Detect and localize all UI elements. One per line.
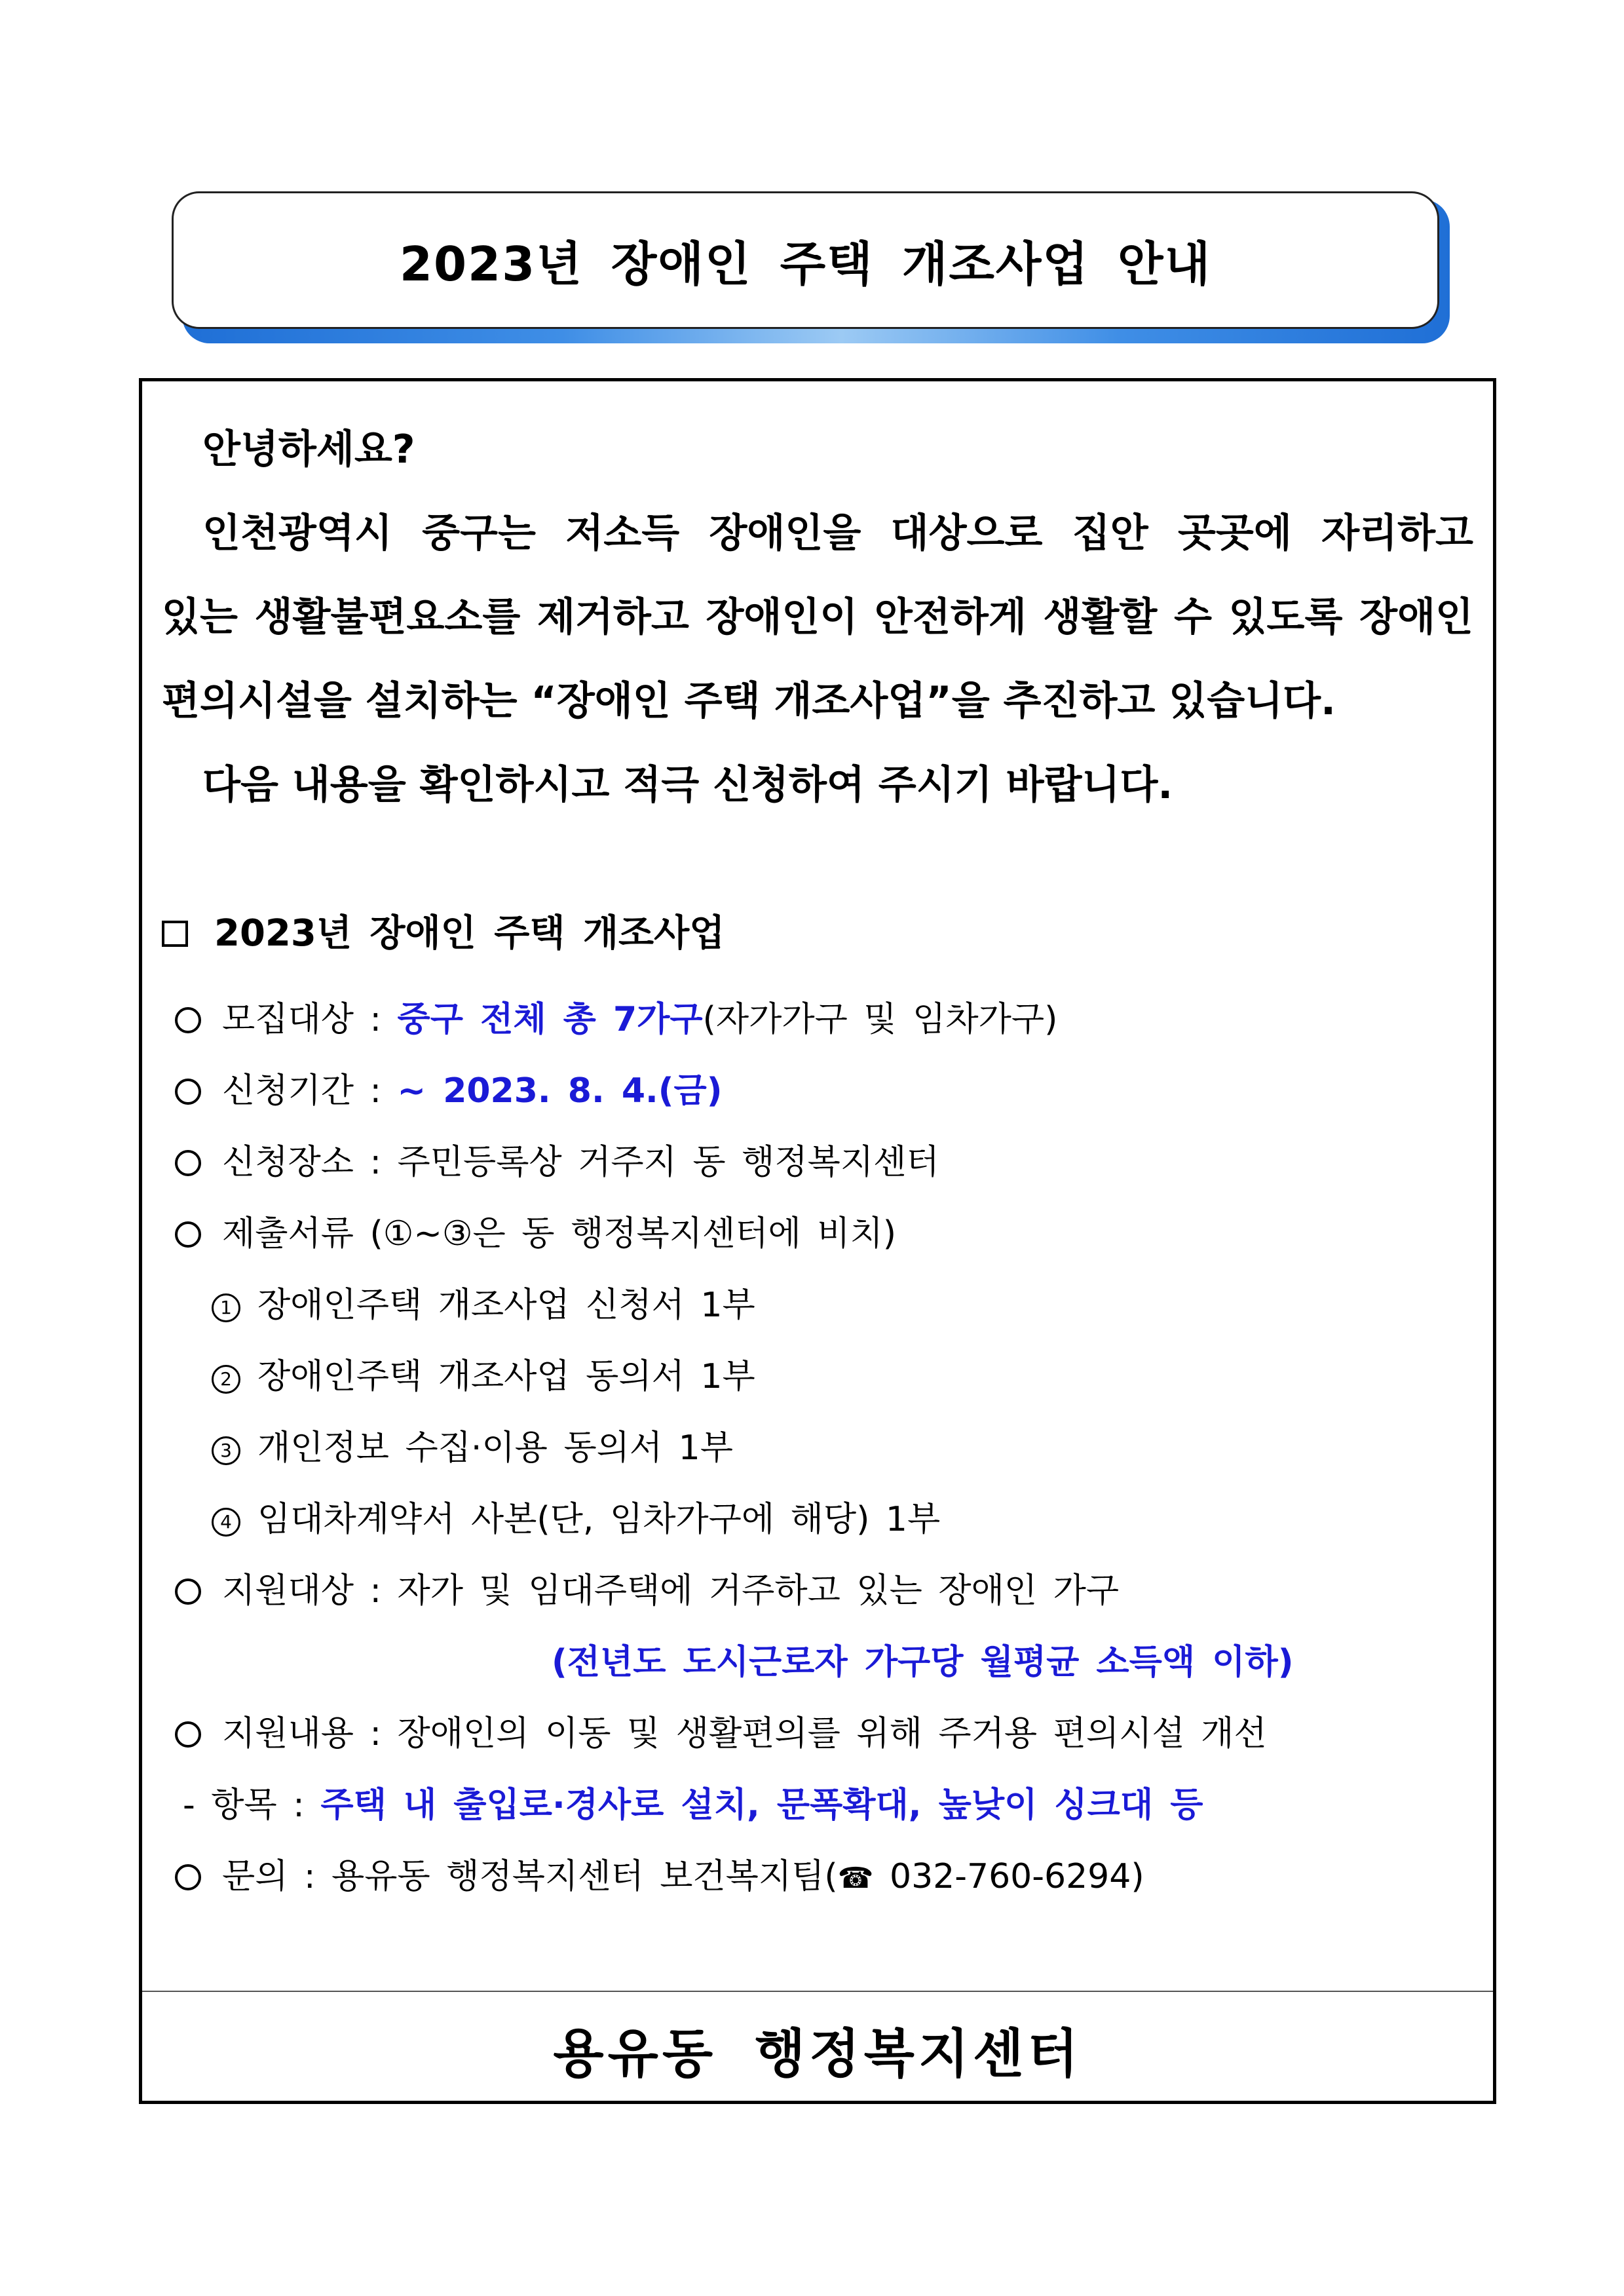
- circled-number-icon: 3: [212, 1436, 240, 1465]
- list-item-support-target: [175, 1556, 1293, 1627]
- doc-item-text: 장애인주택 개조사업 동의서 1부: [257, 1357, 755, 1396]
- target-note: (자가가구 및 임차가구): [702, 1000, 1058, 1039]
- phone-icon: ☎: [837, 1862, 874, 1895]
- section-title: 2023년 장애인 주택 개조사업: [214, 912, 725, 955]
- circle-bullet-icon: [175, 1221, 201, 1248]
- circled-number-icon: 1: [212, 1293, 240, 1322]
- intro-line-1: 인천광역시 중구는 저소득 장애인을 대상으로 집안 곳곳에 자리하고: [202, 510, 1473, 556]
- docs-text: 제출서류 (①~③은 동 행정복지센터에 비치): [222, 1214, 896, 1253]
- circle-bullet-icon: [175, 1578, 201, 1605]
- doc-item: [175, 1341, 1293, 1413]
- title-box: [172, 191, 1439, 329]
- list-item-category: [175, 1770, 1293, 1841]
- square-bullet-icon: [162, 921, 188, 947]
- footer-divider: [142, 1991, 1493, 1992]
- contact-label: 문의 : 용유동 행정복지센터 보건복지팀(: [222, 1857, 838, 1896]
- list-item-place: [175, 1127, 1293, 1198]
- support-target-text: 지원대상 : 자가 및 임대주택에 거주하고 있는 장애인 가구: [222, 1571, 1120, 1611]
- intro-paragraph: [162, 408, 1473, 827]
- intro-line-2: 있는 생활불편요소를 제거하고 장애인이 안전하게 생활할 수 있도록 장애인: [162, 594, 1473, 640]
- page-title: 2023년 장애인 주택 개조사업 안내: [399, 237, 1212, 292]
- doc-item-text: 임대차계약서 사본(단, 임차가구에 해당) 1부: [257, 1500, 941, 1539]
- category-label: - 항목 :: [183, 1786, 321, 1825]
- list-item-docs: [175, 1198, 1293, 1270]
- list-item-contact: [175, 1841, 1293, 1914]
- doc-item: [175, 1413, 1293, 1484]
- doc-item-text: 개인정보 수집·이용 동의서 1부: [257, 1428, 733, 1468]
- circle-bullet-icon: [175, 1864, 201, 1890]
- notice-body: [139, 378, 1496, 2104]
- support-content-text: 지원내용 : 장애인의 이동 및 생활편의를 위해 주거용 편의시설 개선: [222, 1714, 1267, 1753]
- period-label: 신청기간 :: [222, 1071, 398, 1111]
- circle-bullet-icon: [175, 1007, 201, 1033]
- section-heading: [162, 904, 725, 957]
- intro-closing: 다음 내용을 확인하시고 적극 신청하여 주시기 바랍니다.: [202, 762, 1173, 808]
- place-text: 신청장소 : 주민등록상 거주지 동 행정복지센터: [222, 1143, 939, 1182]
- period-value: ~ 2023. 8. 4.(금): [397, 1071, 723, 1111]
- doc-item: [175, 1484, 1293, 1556]
- circle-bullet-icon: [175, 1150, 201, 1176]
- circle-bullet-icon: [175, 1079, 201, 1105]
- list-item-support-content: [175, 1698, 1293, 1770]
- target-value: 중구 전체 총 7가구: [397, 1000, 703, 1039]
- intro-line-3: 편의시설을 설치하는 “장애인 주택 개조사업”을 추진하고 있습니다.: [162, 678, 1336, 724]
- support-note-row: [175, 1627, 1293, 1698]
- greeting: 안녕하세요?: [202, 427, 415, 472]
- circled-number-icon: 2: [212, 1365, 240, 1394]
- contact-phone: 032-760-6294): [873, 1857, 1144, 1896]
- list-item-period: [175, 1056, 1293, 1127]
- support-note: (전년도 도시근로자 가구당 월평균 소득액 이하): [552, 1643, 1294, 1682]
- doc-item-text: 장애인주택 개조사업 신청서 1부: [257, 1286, 755, 1325]
- circle-bullet-icon: [175, 1721, 201, 1748]
- category-value: 주택 내 출입로·경사로 설치, 문폭확대, 높낮이 싱크대 등: [320, 1786, 1203, 1825]
- list-item-target: [175, 984, 1293, 1056]
- detail-list: [175, 984, 1293, 1914]
- target-label: 모집대상 :: [222, 1000, 398, 1039]
- circled-number-icon: 4: [212, 1508, 240, 1537]
- doc-item: [175, 1270, 1293, 1341]
- footer-org-name: 용유동 행정복지센터: [553, 2023, 1082, 2084]
